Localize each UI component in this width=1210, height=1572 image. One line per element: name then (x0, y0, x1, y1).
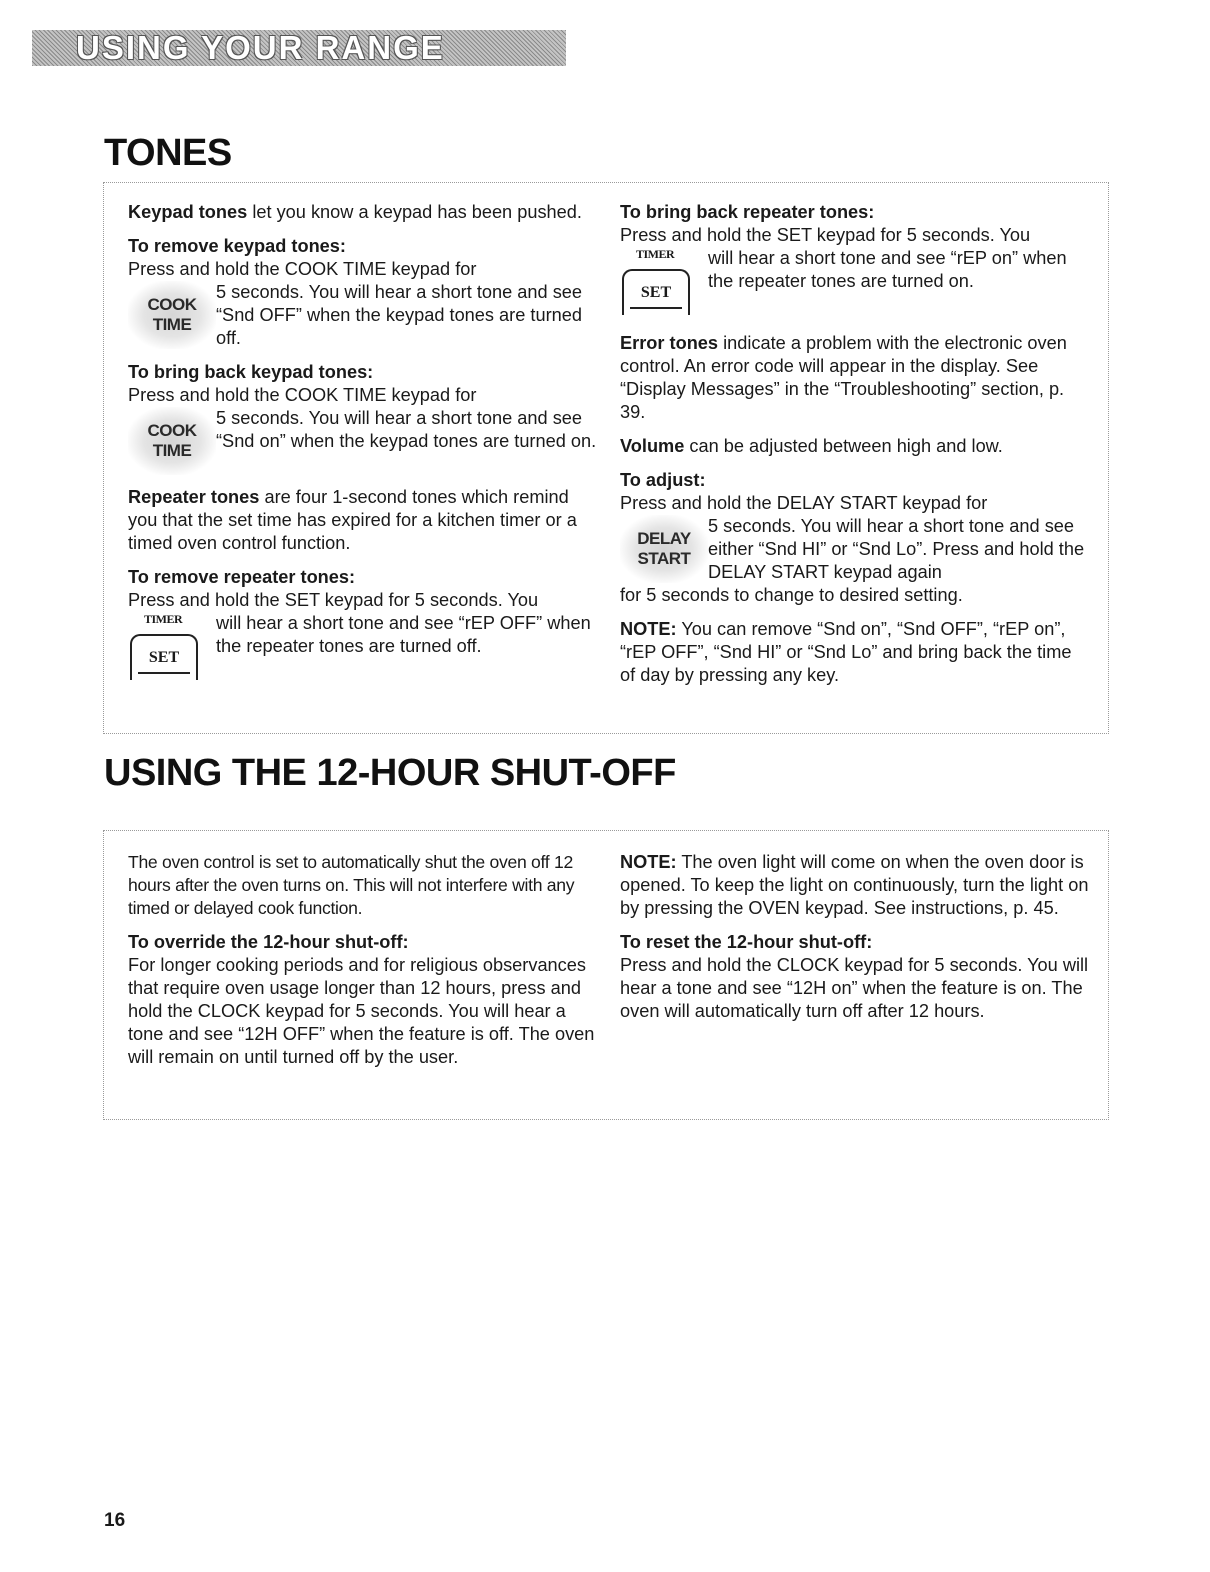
set-key-label: SET (130, 634, 198, 680)
remove-keypad-lead: Press and hold the COOK TIME keypad for (128, 259, 477, 279)
remove-keypad-text: 5 seconds. You will hear a short tone and see “Snd OFF” when the keypad tones are turned off. (216, 282, 583, 348)
shutoff-left-column (128, 851, 598, 1069)
note-text: The oven light will come on when the oven door is opened. To keep the light on continuously, turn the light on by pressing the OVEN keypad. See instructions, p. 45. (620, 852, 1089, 918)
tones-right-column (620, 201, 1090, 687)
remove-keypad-row (128, 281, 598, 350)
remove-repeater-lead: Press and hold the SET keypad for 5 seconds. You (128, 590, 539, 610)
back-repeater-heading: To bring back repeater tones: (620, 202, 875, 222)
cook-line2: TIME (152, 315, 192, 334)
tones-left-column (128, 201, 598, 686)
shutoff-title: USING THE 12-HOUR SHUT-OFF (104, 752, 676, 794)
cook-time-keypad-icon (128, 281, 216, 349)
set-key-label: SET (622, 269, 690, 315)
timer-label: TIMER (636, 247, 675, 261)
cook-line2: TIME (152, 441, 192, 460)
volume-desc: can be adjusted between high and low. (684, 436, 1003, 456)
timer-set-keypad-icon (620, 247, 708, 321)
shutoff-intro: The oven control is set to automatically shut the oven off 12 hours after the oven turns on. This will not interfere with any timed or delayed cook function. (128, 852, 575, 918)
timer-set-keypad-icon (128, 612, 216, 686)
error-tones-term: Error tones (620, 333, 719, 353)
remove-repeater-heading: To remove repeater tones: (128, 567, 356, 587)
adjust-heading: To adjust: (620, 470, 706, 490)
back-repeater-text: will hear a short tone and see “rEP on” when the repeater tones are turned on. (708, 248, 1067, 291)
page-number: 16 (104, 1510, 126, 1531)
shutoff-right-column (620, 851, 1090, 1023)
volume-paragraph (620, 435, 1090, 458)
keypad-tones-term: Keypad tones (128, 202, 248, 222)
back-keypad-row (128, 407, 598, 475)
remove-repeater-text: will hear a short tone and see “rEP OFF” when the repeater tones are turned off. (216, 613, 591, 656)
back-repeater-lead: Press and hold the SET keypad for 5 seconds. You (620, 225, 1031, 245)
volume-term: Volume (620, 436, 685, 456)
delay-start-keypad-icon (620, 515, 708, 583)
shutoff-note-paragraph (620, 851, 1090, 920)
tones-title: TONES (104, 132, 232, 174)
back-keypad-heading: To bring back keypad tones: (128, 362, 374, 382)
reset-heading: To reset the 12-hour shut-off: (620, 932, 873, 952)
remove-repeater-row (128, 612, 598, 686)
repeater-tones-paragraph (128, 486, 598, 555)
back-keypad-lead: Press and hold the COOK TIME keypad for (128, 385, 477, 405)
reset-text: Press and hold the CLOCK keypad for 5 seconds. You will hear a tone and see “12H on” when the feature is on. The oven will automatically turn off after 12 hours. (620, 955, 1089, 1021)
error-tones-paragraph (620, 332, 1090, 424)
cook-time-keypad-icon (128, 407, 216, 475)
note-label: NOTE: (620, 619, 677, 639)
tones-panel (103, 182, 1109, 734)
adjust-tail: for 5 seconds to change to desired setting. (620, 585, 963, 605)
banner-title: USING YOUR RANGE (76, 29, 445, 66)
keypad-tones-paragraph (128, 201, 598, 224)
cook-line1: COOK (147, 295, 197, 314)
override-text: For longer cooking periods and for religious observances that require oven usage longer than 12 hours, press and hold the CLOCK keypad for 5 seconds. You will hear a tone and see “12H OFF” when the feature is off. The oven will remain on until turned off by the user. (128, 955, 595, 1067)
shutoff-panel (103, 830, 1109, 1120)
timer-label: TIMER (144, 612, 183, 626)
adjust-row (620, 515, 1090, 584)
adjust-lead: Press and hold the DELAY START keypad for (620, 493, 988, 513)
remove-keypad-heading: To remove keypad tones: (128, 236, 346, 256)
note-label: NOTE: (620, 852, 677, 872)
delay-line2: START (637, 549, 691, 568)
adjust-text: 5 seconds. You will hear a short tone and see either “Snd HI” or “Snd Lo”. Press and hold the DELAY START keypad again (708, 516, 1085, 582)
override-heading: To override the 12-hour shut-off: (128, 932, 409, 952)
cook-line1: COOK (147, 421, 197, 440)
tones-note-paragraph (620, 618, 1090, 687)
note-text: You can remove “Snd on”, “Snd OFF”, “rEP on”, “rEP OFF”, “Snd HI” or “Snd Lo” and bring back the time of day by pressing any key. (620, 619, 1072, 685)
delay-line1: DELAY (637, 529, 691, 548)
back-keypad-text: 5 seconds. You will hear a short tone and see “Snd on” when the keypad tones are turned on. (216, 408, 597, 451)
keypad-tones-desc: let you know a keypad has been pushed. (247, 202, 582, 222)
error-tones-desc: indicate a problem with the electronic oven control. An error code will appear in the display. See “Display Messages” in the “Troubleshooting” section, p. 39. (620, 333, 1067, 422)
repeater-tones-term: Repeater tones (128, 487, 260, 507)
repeater-tones-desc: are four 1-second tones which remind you that the set time has expired for a kitchen timer or a timed oven control function. (128, 487, 577, 553)
back-repeater-row (620, 247, 1090, 321)
section-banner (32, 30, 566, 66)
